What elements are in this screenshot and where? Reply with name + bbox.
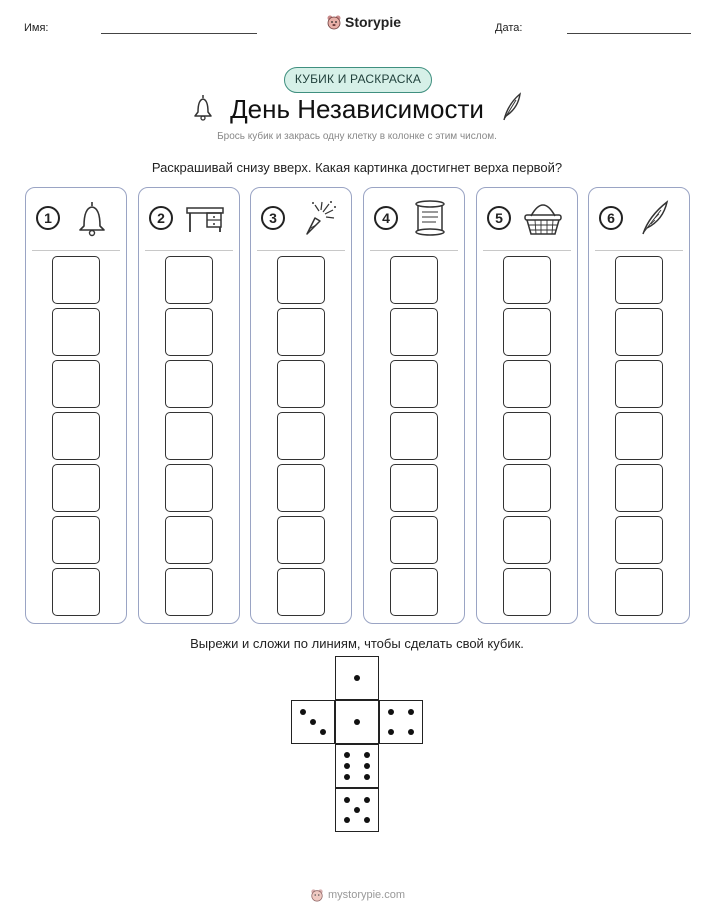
coloring-cell[interactable] [52, 412, 100, 460]
pip [364, 763, 370, 769]
coloring-cell[interactable] [503, 412, 551, 460]
coloring-cell[interactable] [503, 256, 551, 304]
brand-name: Storypie [345, 14, 402, 30]
column-number: 3 [261, 206, 285, 230]
coloring-cell[interactable] [277, 308, 325, 356]
coloring-cell[interactable] [615, 464, 663, 512]
pip [354, 719, 360, 725]
coloring-cell[interactable] [503, 568, 551, 616]
pip [344, 752, 350, 758]
firework-icon [295, 198, 339, 238]
coloring-cell[interactable] [615, 256, 663, 304]
column-number: 4 [374, 206, 398, 230]
die-face-4 [379, 700, 423, 744]
pip [364, 752, 370, 758]
cube-instruction: Вырежи и сложи по линиям, чтобы сделать свой кубик. [190, 636, 524, 651]
pip [408, 729, 414, 735]
coloring-cell[interactable] [165, 516, 213, 564]
coloring-cell[interactable] [390, 360, 438, 408]
column-divider [257, 250, 345, 251]
coloring-cell[interactable] [390, 516, 438, 564]
die-face-6 [335, 744, 379, 788]
coloring-cell[interactable] [390, 256, 438, 304]
column-number: 2 [149, 206, 173, 230]
worksheet-badge: КУБИК И РАСКРАСКА [284, 67, 432, 93]
column-1 [25, 187, 127, 624]
coloring-cell[interactable] [277, 360, 325, 408]
pip [344, 774, 350, 780]
coloring-cell[interactable] [615, 412, 663, 460]
coloring-cell[interactable] [277, 464, 325, 512]
coloring-cell[interactable] [390, 568, 438, 616]
storypie-mascot-icon [310, 888, 324, 902]
column-divider [32, 250, 120, 251]
pip [354, 807, 360, 813]
column-4 [363, 187, 465, 624]
column-divider [370, 250, 458, 251]
footer-url[interactable]: mystorypie.com [328, 889, 406, 901]
date-label: Дата: [495, 22, 523, 34]
coloring-cell[interactable] [165, 412, 213, 460]
coloring-cell[interactable] [503, 516, 551, 564]
storypie-mascot-icon [326, 14, 342, 30]
pip [354, 675, 360, 681]
coloring-cell[interactable] [277, 516, 325, 564]
coloring-cell[interactable] [52, 464, 100, 512]
pip [344, 797, 350, 803]
die-face-1-top [335, 656, 379, 700]
coloring-cell[interactable] [503, 360, 551, 408]
pip [310, 719, 316, 725]
column-divider [145, 250, 233, 251]
coloring-cell[interactable] [503, 464, 551, 512]
footer [310, 888, 405, 902]
column-6 [588, 187, 690, 624]
coloring-cell[interactable] [390, 308, 438, 356]
coloring-cell[interactable] [615, 568, 663, 616]
coloring-cell[interactable] [277, 412, 325, 460]
column-number: 1 [36, 206, 60, 230]
brand-logo [326, 14, 401, 30]
coloring-cell[interactable] [165, 568, 213, 616]
coloring-cell[interactable] [390, 464, 438, 512]
column-5 [476, 187, 578, 624]
feather-icon [633, 198, 677, 238]
pip [388, 729, 394, 735]
coloring-cell[interactable] [52, 308, 100, 356]
coloring-cell[interactable] [277, 568, 325, 616]
pip [408, 709, 414, 715]
bell-icon [190, 92, 216, 122]
pip [364, 817, 370, 823]
column-divider [483, 250, 571, 251]
coloring-cell[interactable] [277, 256, 325, 304]
pip [388, 709, 394, 715]
pip [344, 763, 350, 769]
column-2 [138, 187, 240, 624]
basket-icon [521, 198, 565, 238]
die-face-3 [291, 700, 335, 744]
die-face-5 [335, 788, 379, 832]
coloring-cell[interactable] [52, 360, 100, 408]
column-number: 5 [487, 206, 511, 230]
subtitle: Брось кубик и закрась одну клетку в колонке с этим числом. [217, 131, 497, 142]
column-divider [595, 250, 683, 251]
coloring-cell[interactable] [165, 256, 213, 304]
coloring-cell[interactable] [615, 360, 663, 408]
coloring-cell[interactable] [52, 516, 100, 564]
coloring-instruction: Раскрашивай снизу вверх. Какая картинка достигнет верха первой? [151, 160, 563, 175]
coloring-cell[interactable] [52, 256, 100, 304]
column-number: 6 [599, 206, 623, 230]
pip [364, 797, 370, 803]
feather-icon [498, 90, 524, 124]
coloring-cell[interactable] [615, 516, 663, 564]
coloring-cell[interactable] [165, 308, 213, 356]
page-title: День Независимости [230, 94, 484, 124]
pip [344, 817, 350, 823]
coloring-cell[interactable] [503, 308, 551, 356]
pip [320, 729, 326, 735]
pip [364, 774, 370, 780]
pip [300, 709, 306, 715]
name-label: Имя: [24, 22, 49, 34]
coloring-cell[interactable] [165, 464, 213, 512]
coloring-cell[interactable] [390, 412, 438, 460]
coloring-cell[interactable] [52, 568, 100, 616]
die-face-1-center [335, 700, 379, 744]
coloring-cell[interactable] [165, 360, 213, 408]
desk-icon [183, 198, 227, 238]
coloring-cell[interactable] [615, 308, 663, 356]
name-line[interactable] [101, 33, 257, 34]
bell-icon [70, 198, 114, 238]
scroll-icon [408, 198, 452, 238]
column-3 [250, 187, 352, 624]
date-line[interactable] [567, 33, 691, 34]
